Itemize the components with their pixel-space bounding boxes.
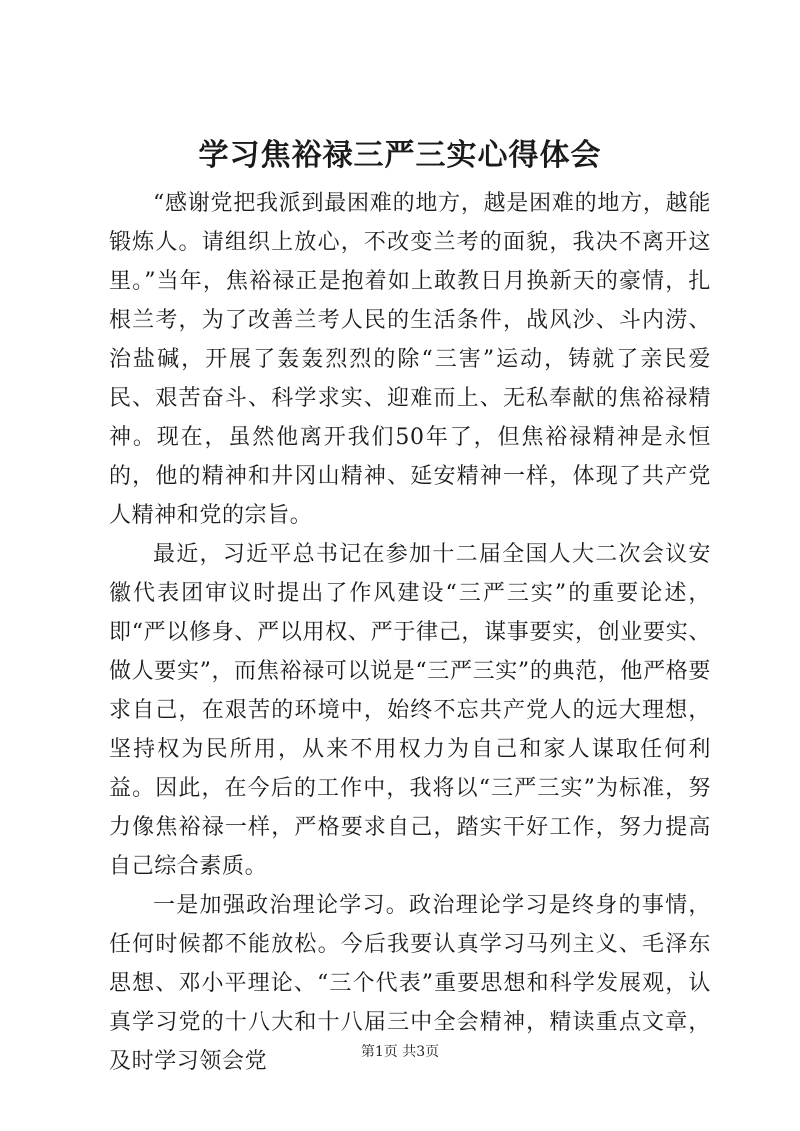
- paragraph-3: 一是加强政治理论学习。政治理论学习是终身的事情，任何时候都不能放松。今后我要认真学习马列主义、毛泽东思想、邓小平理论、“三个代表”重要思想和科学发展观，认真学习党的十八大和十八届三中全会精神，精读重点文章，及时学习领会党: [109, 893, 711, 1074]
- paragraph-2: 最近，习近平总书记在参加十二届全国人大二次会议安徽代表团审议时提出了作风建设“三严三实”的重要论述，即“严以修身、严以用权、严于律己，谋事要实，创业要实、做人要实”，而焦裕禄可以说是“三严三实”的典范，他严格要求自己，在艰苦的环境中，始终不忘共产党人的远大理想，坚持权为民所用，从来不用权力为自己和家人谋取任何利益。因此，在今后的工作中，我将以“三严三实”为标准，努力像焦裕禄一样，严格要求自己，踏实干好工作，努力提高自己综合素质。: [109, 542, 711, 879]
- document-title: 学习焦裕禄三严三实心得体会: [198, 138, 602, 173]
- page-footer: 第1页 共3页: [360, 1044, 440, 1060]
- paragraph-1: “感谢党把我派到最困难的地方，越是困难的地方，越能锻炼人。请组织上放心，不改变兰考的面貌，我决不离开这里。”当年，焦裕禄正是抱着如上敢教日月换新天的豪情，扎根兰考，为了改善兰考人民的生活条件，战风沙、斗内涝、治盐碱，开展了轰轰烈烈的除“三害”运动，铸就了亲民爱民、艰苦奋斗、科学求实、迎难而上、无私奉献的焦裕禄精神。现在，虽然他离开我们50年了，但焦裕禄精神是永恒的，他的精神和井冈山精神、延安精神一样，体现了共产党人精神和党的宗旨。: [109, 191, 711, 528]
- document-body: [109, 184, 711, 1081]
